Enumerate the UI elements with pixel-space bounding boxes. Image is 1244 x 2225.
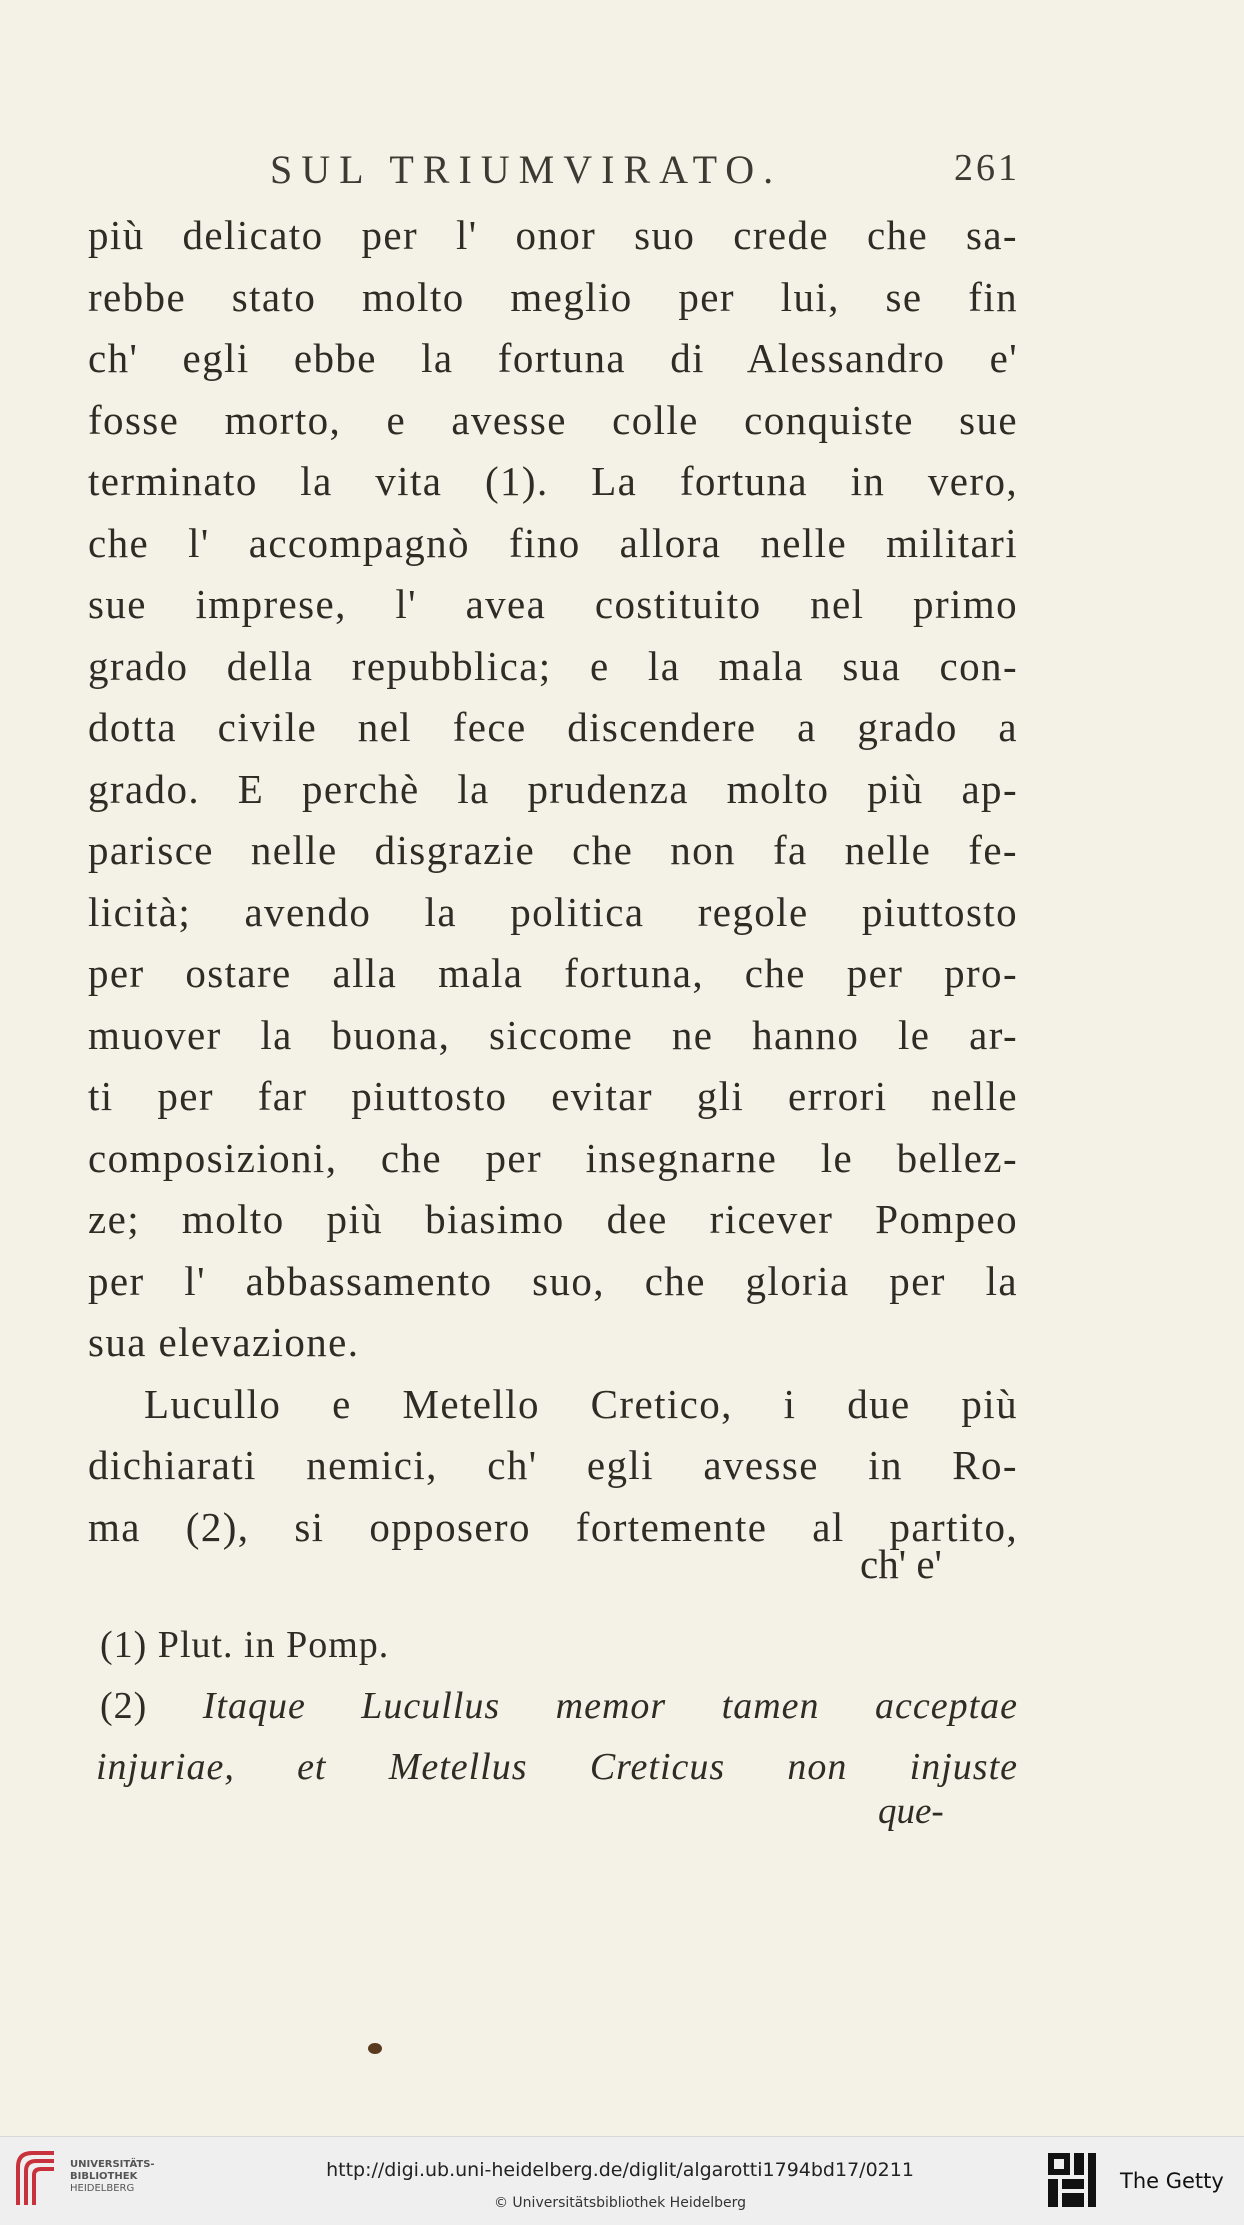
- text-line: ma (2), si opposero fortemente al partito,: [88, 1503, 1018, 1550]
- getty-logo[interactable]: [1046, 2151, 1098, 2211]
- text-line: per l' abbassamento suo, che gloria per la: [88, 1257, 1018, 1304]
- footnote-1: (1) Plut. in Pomp.: [100, 1624, 390, 1666]
- partner-name[interactable]: The Getty: [1120, 2169, 1224, 2193]
- text-line: composizioni, che per insegnarne le bellez-: [88, 1134, 1018, 1181]
- text-line: per ostare alla mala fortuna, che per pro-: [88, 950, 1018, 996]
- body-text: [88, 205, 1018, 1558]
- library-name-line3: HEIDELBERG: [70, 2183, 135, 2194]
- heidelberg-library-logo[interactable]: [14, 2147, 60, 2209]
- footnotes: [96, 1615, 1018, 1798]
- text-line: grado. E perchè la prudenza molto più ap-: [88, 765, 1018, 812]
- paragraph-end-line: sua elevazione.: [88, 1319, 360, 1365]
- text-line: ze; molto più biasimo dee ricever Pompeo: [88, 1196, 1018, 1242]
- library-name-line1: UNIVERSITÄTS-: [70, 2159, 155, 2170]
- viewer-footer: [0, 2136, 1244, 2225]
- text-line: rebbe stato molto meglio per lui, se fin: [88, 273, 1018, 320]
- library-name: [70, 2159, 155, 2195]
- footnote-2-continuation: injuriae, et Metellus Creticus non injuste: [96, 1746, 1018, 1788]
- text-line: più delicato per l' onor suo crede che sa-: [88, 212, 1018, 258]
- catchword: ch' e': [860, 1541, 942, 1587]
- paragraph-start-line: Lucullo e Metello Cretico, i due più: [144, 1380, 1018, 1427]
- text-line: parisce nelle disgrazie che non fa nelle fe-: [88, 827, 1018, 873]
- library-name-line2: BIBLIOTHEK: [70, 2171, 138, 2182]
- text-line: che l' accompagnò fino allora nelle militari: [88, 519, 1018, 566]
- text-line: dotta civile nel fece discendere a grado a: [88, 704, 1018, 750]
- text-line: grado della repubblica; e la mala sua con-: [88, 642, 1018, 689]
- footnote-2: [100, 1676, 1018, 1737]
- permalink-url[interactable]: http://digi.ub.uni-heidelberg.de/diglit/algarotti1794bd17/0211: [326, 2159, 914, 2181]
- text-line: ch' egli ebbe la fortuna di Alessandro e': [88, 335, 1018, 381]
- text-line: sue imprese, l' avea costituito nel primo: [88, 581, 1018, 627]
- text-line: muover la buona, siccome ne hanno le ar-: [88, 1011, 1018, 1058]
- copyright-notice: © Universitätsbibliothek Heidelberg: [493, 2195, 746, 2211]
- text-line: terminato la vita (1). La fortuna in vero,: [88, 458, 1018, 504]
- ink-speck: [368, 2043, 382, 2054]
- footnote-2-text: Itaque Lucullus memor tamen acceptae: [202, 1685, 1018, 1727]
- text-line: licità; avendo la politica regole piuttosto: [88, 888, 1018, 935]
- running-head: [270, 146, 1020, 196]
- running-head-title: SUL TRIUMVIRATO.: [270, 147, 783, 192]
- footnote-2-marker: (2): [100, 1685, 148, 1727]
- footnote-catchword: que-: [878, 1791, 944, 1832]
- page-number: 261: [954, 147, 1020, 189]
- text-line: fosse morto, e avesse colle conquiste sue: [88, 396, 1018, 443]
- text-line: ti per far piuttosto evitar gli errori nelle: [88, 1073, 1018, 1119]
- text-line: dichiarati nemici, ch' egli avesse in Ro-: [88, 1442, 1018, 1488]
